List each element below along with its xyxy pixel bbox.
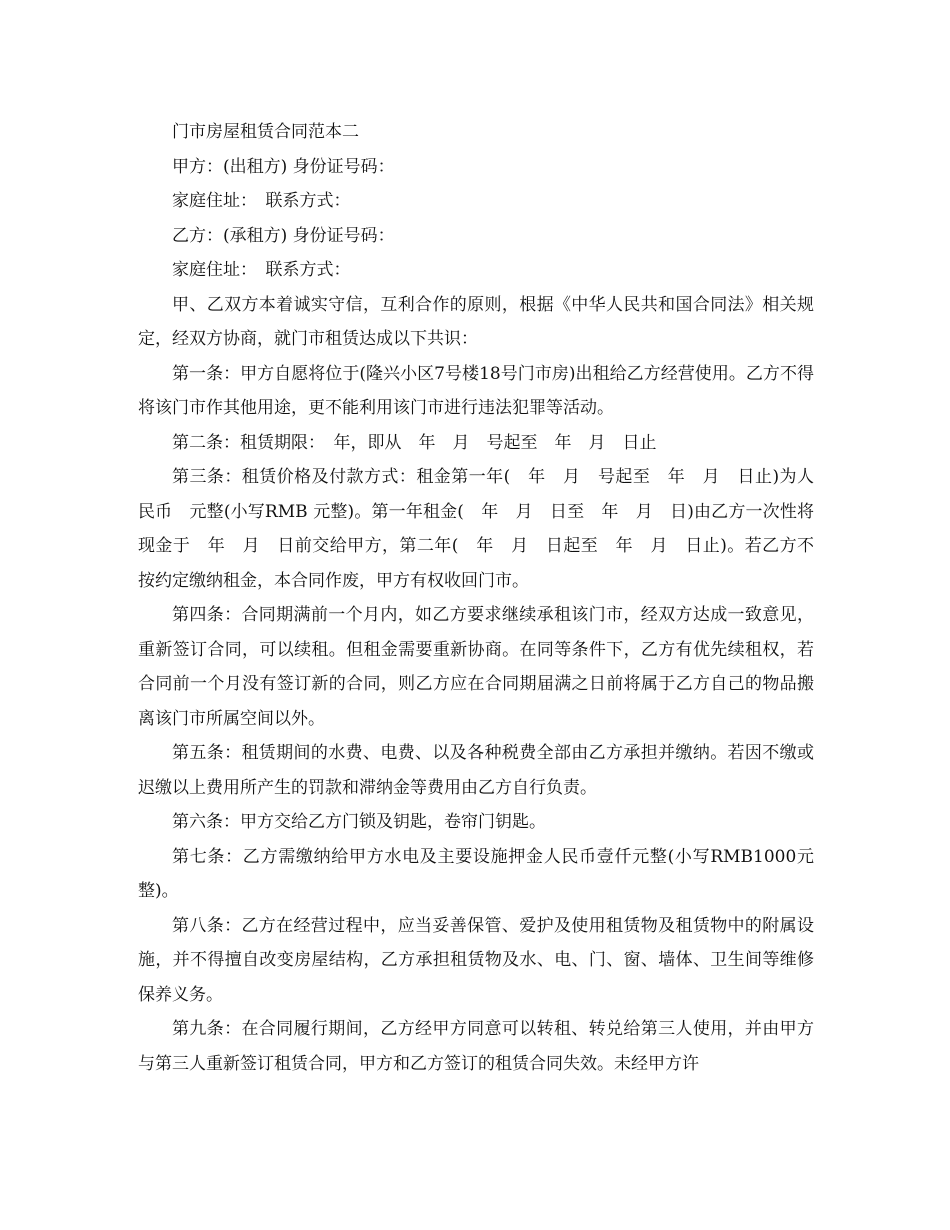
- clause-5: 第五条：租赁期间的水费、电费、以及各种税费全部由乙方承担并缴纳。若因不缴或迟缴以上费用所产生的罚款和滞纳金等费用由乙方自行负责。: [138, 743, 814, 798]
- document-body: [138, 115, 814, 1081]
- party-a-address-line: 家庭住址： 联系方式：: [172, 191, 351, 211]
- clause-3: 第三条：租赁价格及付款方式：租金第一年( 年 月 号起至 年 月 日止)为人民币 元整(小写RMB 元整)。第一年租金( 年 月 日至 年 月 日)由乙方一次性将现金于 年 月 日前交给甲方，第二年( 年 月 日起至 年 月 日止)。若乙方不按约定缴纳租金，本合同作废，甲方有权收回门市。: [138, 467, 814, 591]
- clause-9: 第九条：在合同履行期间，乙方经甲方同意可以转租、转兑给第三人使用，并由甲方与第三人重新签订租赁合同，甲方和乙方签订的租赁合同失效。未经甲方许: [138, 1019, 814, 1074]
- clause-4: 第四条：合同期满前一个月内，如乙方要求继续承租该门市，经双方达成一致意见，重新签订合同，可以续租。但租金需要重新协商。在同等条件下，乙方有优先续租权，若合同前一个月没有签订新的合同，则乙方应在合同期届满之日前将属于乙方自己的物品搬离该门市所属空间以外。: [138, 605, 814, 729]
- clause-2: 第二条：租赁期限： 年，即从 年 月 号起至 年 月 日止: [172, 432, 657, 453]
- clause-6: 第六条：甲方交给乙方门锁及钥匙，卷帘门钥匙。: [172, 812, 546, 832]
- party-a-line: 甲方：(出租方) 身份证号码：: [172, 156, 395, 177]
- party-b-line: 乙方：(承租方) 身份证号码：: [172, 225, 395, 246]
- preamble-paragraph: 甲、乙双方本着诚实守信，互利合作的原则，根据《中华人民共和国合同法》相关规定，经双方协商，就门市租赁达成以下共识：: [138, 294, 814, 349]
- document-title: 门市房屋租赁合同范本二: [172, 122, 359, 142]
- party-b-address-line: 家庭住址： 联系方式：: [172, 260, 351, 280]
- clause-1: 第一条：甲方自愿将位于(隆兴小区7号楼18号门市房)出租给乙方经营使用。乙方不得将该门市作其他用途，更不能利用该门市进行违法犯罪等活动。: [138, 363, 814, 418]
- clause-8: 第八条：乙方在经营过程中，应当妥善保管、爱护及使用租赁物及租赁物中的附属设施，并不得擅自改变房屋结构，乙方承担租赁物及水、电、门、窗、墙体、卫生间等维修保养义务。: [138, 915, 814, 1005]
- clause-7: 第七条：乙方需缴纳给甲方水电及主要设施押金人民币壹仟元整(小写RMB1000元整)。: [138, 846, 814, 901]
